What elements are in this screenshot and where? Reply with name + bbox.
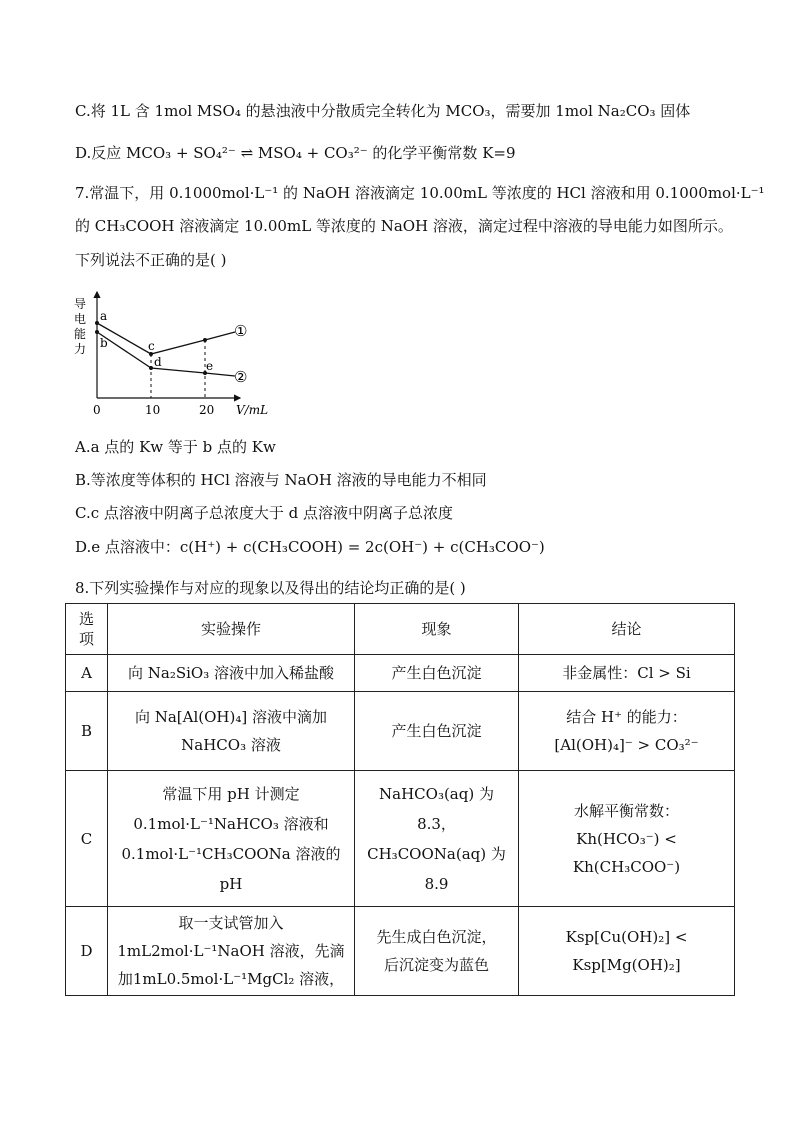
point-c2 [203,338,207,342]
label-c: c [148,339,155,353]
question-7-stem-line2: 的 CH₃COOH 溶液滴定 10.00mL 等浓度的 NaOH 溶液，滴定过程中溶液的导电能力如图所示。 [75,217,733,235]
curve-1 [97,323,235,354]
ylabel-char-2: 电 [74,312,87,326]
choice-d: D.e 点溶液中：c(H⁺) + c(CH₃COOH) = 2c(OH⁻) + c(CH₃COO⁻) [75,538,545,556]
row-d-operation: 取一支试管加入 1mL2mol·L⁻¹NaOH 溶液，先滴 加1mL0.5mol·L⁻¹MgCl₂ 溶液， [108,907,355,996]
point-d [149,366,153,370]
row-a-operation: 向 Na₂SiO₃ 溶液中加入稀盐酸 [108,655,355,692]
row-c-phenomenon: NaHCO₃(aq) 为 8.3， CH₃COONa(aq) 为 8.9 [355,771,519,907]
label-d: d [154,355,162,369]
table-row [66,907,735,996]
table-header [66,604,735,655]
table-row [66,692,735,771]
curve-label-2: ② [234,368,248,386]
header-option: 选 项 [66,604,108,655]
option-c-text: C.将 1L 含 1mol MSO₄ 的悬浊液中分散质完全转化为 MCO₃，需要加 1mol Na₂CO₃ 固体 [75,102,691,120]
row-d-option: D [66,907,108,996]
row-a-phenomenon: 产生白色沉淀 [355,655,519,692]
ylabel-char-1: 导 [74,297,87,311]
row-a-conclusion: 非金属性：Cl > Si [519,655,735,692]
row-c-operation: 常温下用 pH 计测定 0.1mol·L⁻¹NaHCO₃ 溶液和 0.1mol·L⁻¹CH₃COONa 溶液的 pH [108,771,355,907]
curve-label-1: ① [234,322,248,340]
point-a [95,321,99,325]
question-7-stem-line1: 7.常温下，用 0.1000mol·L⁻¹ 的 NaOH 溶液滴定 10.00mL 等浓度的 HCl 溶液和用 0.1000mol·L⁻¹ [75,184,765,202]
x-tick-0: 0 [93,403,101,417]
row-b-option: B [66,692,108,771]
ylabel-char-4: 力 [74,342,87,356]
row-a-option: A [66,655,108,692]
row-b-operation: 向 Na[Al(OH)₄] 溶液中滴加 NaHCO₃ 溶液 [108,692,355,771]
x-tick-20: 20 [199,403,215,417]
row-c-conclusion: 水解平衡常数： Kh(HCO₃⁻) < Kh(CH₃COO⁻) [519,771,735,907]
choice-a: A.a 点的 Kw 等于 b 点的 Kw [75,438,276,456]
row-b-conclusion: 结合 H⁺ 的能力： [Al(OH)₄]⁻ > CO₃²⁻ [519,692,735,771]
row-b-phenomenon: 产生白色沉淀 [355,692,519,771]
row-d-conclusion: Ksp[Cu(OH)₂] < Ksp[Mg(OH)₂] [519,907,735,996]
table-row [66,771,735,907]
header-conclusion: 结论 [519,604,735,655]
x-axis-label: V/mL [236,403,269,417]
label-e: e [206,359,214,373]
question-8-stem: 8.下列实验操作与对应的现象以及得出的结论均正确的是( ) [75,579,466,597]
ylabel-char-3: 能 [74,327,87,341]
curve-2 [97,332,235,376]
table-row [66,655,735,692]
row-c-option: C [66,771,108,907]
experiment-table [65,603,735,996]
x-tick-10: 10 [145,403,161,417]
question-7-stem-line3: 下列说法不正确的是( ) [75,251,227,269]
choice-b: B.等浓度等体积的 HCl 溶液与 NaOH 溶液的导电能力不相同 [75,471,487,489]
point-b [95,330,99,334]
header-operation: 实验操作 [108,604,355,655]
conductivity-graph [70,290,290,420]
label-b: b [100,336,108,350]
choice-c: C.c 点溶液中阴离子总浓度大于 d 点溶液中阴离子总浓度 [75,504,454,522]
option-d-text: D.反应 MCO₃ + SO₄²⁻ ⇌ MSO₄ + CO₃²⁻ 的化学平衡常数 K=9 [75,144,516,162]
label-a: a [100,309,108,323]
header-phenomenon: 现象 [355,604,519,655]
row-d-phenomenon: 先生成白色沉淀， 后沉淀变为蓝色 [355,907,519,996]
